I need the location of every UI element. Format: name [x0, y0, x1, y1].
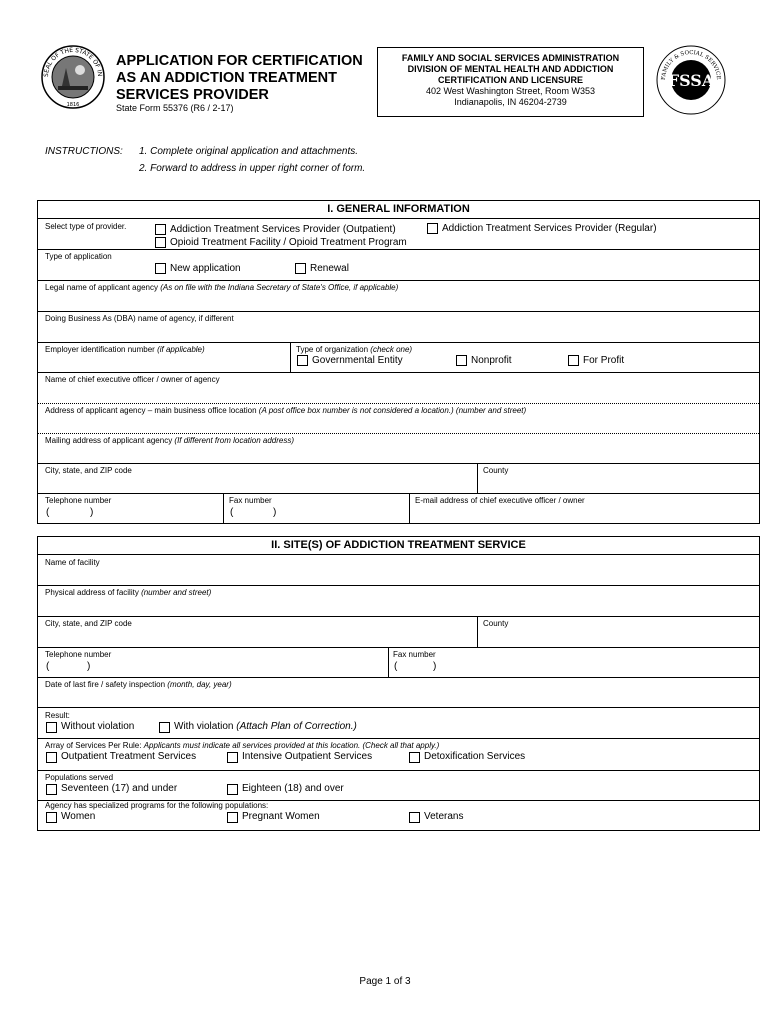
agency-division: DIVISION OF MENTAL HEALTH AND ADDICTION	[407, 64, 614, 74]
svg-text:SEAL OF THE STATE OF INDIANA: SEAL OF THE STATE OF IN	[42, 46, 104, 78]
telephone-area-open: (	[46, 507, 50, 518]
veterans-label: Veterans	[424, 811, 464, 822]
contact-row	[38, 493, 759, 523]
agency-address-box	[377, 47, 644, 117]
facility-name-label: Name of facility	[45, 558, 100, 567]
provider-type-row	[38, 219, 759, 250]
title-line-3: SERVICES PROVIDER	[116, 87, 269, 103]
checkbox-for-profit[interactable]	[568, 355, 579, 366]
nonprofit-label: Nonprofit	[471, 355, 512, 366]
opioid-treatment-label: Opioid Treatment Facility / Opioid Treatment Program	[170, 237, 407, 248]
fax-area-open: (	[230, 507, 234, 518]
with-violation-label: With violation (Attach Plan of Correction.)	[174, 721, 357, 732]
result-label: Result:	[45, 711, 70, 720]
email-label: E-mail address of chief executive officer / owner	[415, 496, 585, 505]
inspection-date-label: Date of last fire / safety inspection (month, day, year)	[45, 680, 232, 689]
ceo-name-field[interactable]	[38, 372, 759, 404]
ein-divider	[290, 342, 291, 372]
telephone-label: Telephone number	[45, 496, 112, 505]
application-type-row	[38, 249, 759, 281]
legal-name-field[interactable]	[38, 280, 759, 312]
site-telephone-area-open: (	[46, 661, 50, 672]
state-form-number: State Form 55376 (R6 / 2-17)	[116, 103, 234, 113]
outpatient-provider-label: Addiction Treatment Services Provider (Outpatient)	[170, 224, 396, 235]
checkbox-outpatient-provider[interactable]	[155, 224, 166, 235]
ein-label: Employer identification number (if applicable)	[45, 345, 205, 354]
checkbox-regular-provider[interactable]	[427, 223, 438, 234]
checkbox-without-violation[interactable]	[46, 722, 57, 733]
seventeen-under-label: Seventeen (17) and under	[61, 783, 178, 794]
site-county-divider	[477, 616, 478, 647]
form-title	[116, 53, 363, 104]
checkbox-governmental-entity[interactable]	[297, 355, 308, 366]
populations-row	[38, 770, 759, 801]
fax-area-close: )	[273, 507, 277, 518]
business-address-field[interactable]	[38, 403, 759, 434]
fax-label: Fax number	[229, 496, 272, 505]
checkbox-eighteen-over[interactable]	[227, 784, 238, 795]
checkbox-outpatient-services[interactable]	[46, 752, 57, 763]
fax-divider	[223, 493, 224, 523]
checkbox-new-application[interactable]	[155, 263, 166, 274]
dba-name-field[interactable]	[38, 311, 759, 343]
inspection-result-row	[38, 707, 759, 739]
city-state-zip-label: City, state, and ZIP code	[45, 466, 132, 475]
site-fax-area-open: (	[394, 661, 398, 672]
ceo-label: Name of chief executive officer / owner of agency	[45, 375, 220, 384]
agency-office: CERTIFICATION AND LICENSURE	[438, 75, 583, 85]
email-divider	[409, 493, 410, 523]
dba-label: Doing Business As (DBA) name of agency, if different	[45, 314, 234, 323]
section-2-heading: II. SITE(S) OF ADDICTION TREATMENT SERVICE	[38, 537, 759, 555]
site-city-label: City, state, and ZIP code	[45, 619, 132, 628]
renewal-label: Renewal	[310, 263, 349, 274]
checkbox-seventeen-under[interactable]	[46, 784, 57, 795]
outpatient-services-label: Outpatient Treatment Services	[61, 751, 197, 762]
telephone-area-close: )	[90, 507, 94, 518]
site-telephone-label: Telephone number	[45, 650, 112, 659]
checkbox-pregnant-women[interactable]	[227, 812, 238, 823]
fssa-logo	[655, 44, 727, 116]
agency-street: 402 West Washington Street, Room W353	[425, 86, 596, 96]
site-fax-area-close: )	[433, 661, 437, 672]
svg-text:FAMILY & SOCIAL SERVICES: FAMILY & SOCIAL SERVICE	[660, 49, 722, 81]
governmental-entity-label: Governmental Entity	[312, 355, 403, 366]
provider-type-label: Select type of provider.	[45, 222, 127, 231]
checkbox-with-violation[interactable]	[159, 722, 170, 733]
special-programs-label: Agency has specialized programs for the following populations:	[45, 801, 269, 810]
checkbox-intensive-outpatient[interactable]	[227, 752, 238, 763]
checkbox-renewal[interactable]	[295, 263, 306, 274]
section-treatment-sites	[37, 536, 760, 831]
legal-name-label: Legal name of applicant agency (As on file with the Indiana Secretary of State's Office, if applicable)	[45, 283, 399, 292]
without-violation-label: Without violation	[61, 721, 135, 732]
facility-name-field[interactable]	[38, 555, 759, 586]
site-fax-divider	[388, 647, 389, 677]
site-county-label: County	[483, 619, 509, 628]
checkbox-women[interactable]	[46, 812, 57, 823]
site-fax-label: Fax number	[393, 650, 436, 659]
site-city-county-row	[38, 616, 759, 648]
regular-provider-label: Addiction Treatment Services Provider (Regular)	[442, 223, 657, 234]
county-label: County	[483, 466, 509, 475]
instructions-label: INSTRUCTIONS:	[45, 146, 123, 157]
services-array-row	[38, 738, 759, 771]
section-general-information	[37, 200, 760, 524]
inspection-date-field[interactable]	[38, 677, 759, 708]
checkbox-opioid-treatment[interactable]	[155, 237, 166, 248]
physical-address-label: Physical address of facility (number and street)	[45, 588, 212, 597]
ein-org-type-row	[38, 342, 759, 373]
svg-text:1816: 1816	[66, 102, 80, 108]
mailing-address-label: Mailing address of applicant agency (If different from location address)	[45, 436, 295, 445]
county-divider	[477, 463, 478, 493]
checkbox-detoxification[interactable]	[409, 752, 420, 763]
populations-label: Populations served	[45, 773, 114, 782]
indiana-state-seal	[40, 44, 106, 110]
pregnant-women-label: Pregnant Women	[242, 811, 320, 822]
title-line-1: APPLICATION FOR CERTIFICATION	[116, 53, 363, 69]
title-line-2: AS AN ADDICTION TREATMENT	[116, 70, 337, 86]
checkbox-nonprofit[interactable]	[456, 355, 467, 366]
special-programs-row	[38, 800, 759, 830]
business-address-label: Address of applicant agency – main business office location (A post office box number is not considered a location.) (number and street)	[45, 406, 527, 415]
services-array-label: Array of Services Per Rule: Applicants must indicate all services provided at this location. (Check all that apply.)	[45, 741, 440, 750]
checkbox-veterans[interactable]	[409, 812, 420, 823]
agency-name: FAMILY AND SOCIAL SERVICES ADMINISTRATION	[401, 53, 620, 63]
city-county-row	[38, 463, 759, 494]
site-telephone-area-close: )	[87, 661, 91, 672]
fssa-logo-letters: FSSA	[667, 71, 715, 90]
eighteen-over-label: Eighteen (18) and over	[242, 783, 344, 794]
section-1-heading: I. GENERAL INFORMATION	[38, 201, 759, 219]
org-type-label: Type of organization (check one)	[296, 345, 413, 354]
instruction-step-1: 1. Complete original application and attachments.	[139, 146, 359, 157]
women-label: Women	[61, 811, 96, 822]
instruction-step-2: 2. Forward to address in upper right corner of form.	[139, 163, 366, 174]
page-number: Page 1 of 3	[359, 976, 411, 987]
application-type-label: Type of application	[45, 252, 112, 261]
agency-city: Indianapolis, IN 46204-2739	[454, 97, 567, 107]
new-application-label: New application	[170, 263, 241, 274]
detoxification-label: Detoxification Services	[424, 751, 526, 762]
site-contact-row	[38, 647, 759, 678]
physical-address-field[interactable]	[38, 585, 759, 617]
mailing-address-field[interactable]	[38, 433, 759, 464]
intensive-outpatient-label: Intensive Outpatient Services	[242, 751, 373, 762]
for-profit-label: For Profit	[583, 355, 625, 366]
